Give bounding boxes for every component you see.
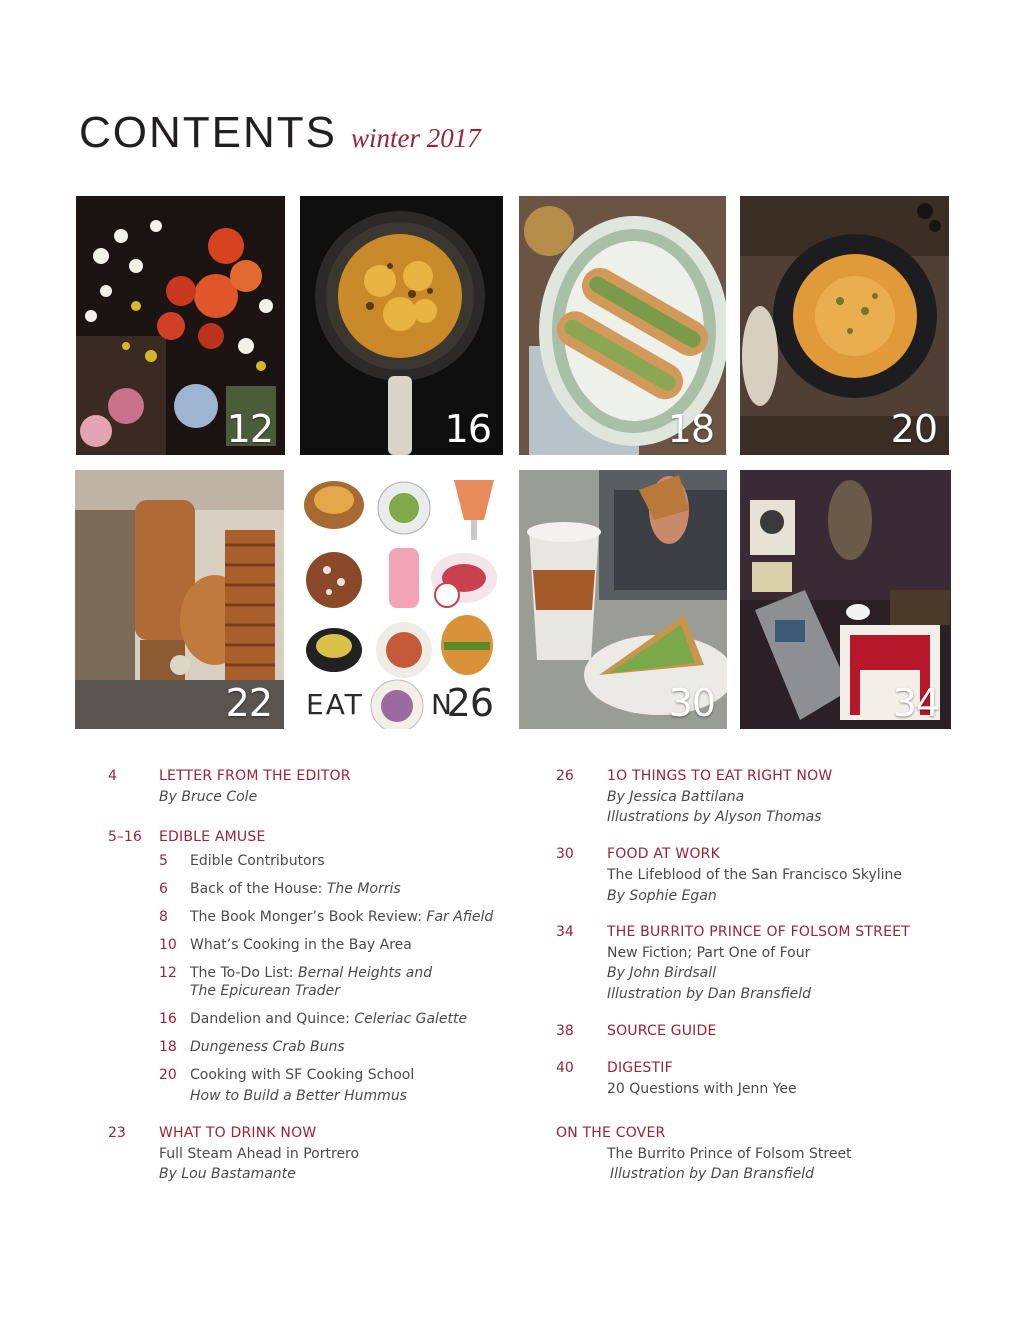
page-number: 22 <box>225 681 272 725</box>
amuse-item[interactable] <box>190 853 325 869</box>
amuse-item[interactable] <box>190 965 432 981</box>
burrito-subtitle: New Fiction; Part One of Four <box>607 945 811 961</box>
digestif-page-number: 40 <box>556 1060 574 1076</box>
drink-subtitle: Full Steam Ahead in Portrero <box>159 1146 360 1162</box>
amuse-item[interactable]: Cooking with SF Cooking School <box>190 1067 415 1083</box>
amuse-item-text: The Book Monger’s Book Review: <box>190 909 427 925</box>
amuse-item-number: 10 <box>159 937 177 953</box>
letter-page-number: 4 <box>108 768 117 784</box>
tile-page-16[interactable] <box>300 196 503 455</box>
burrito-illustrator: Illustration by Dan Bransfield <box>607 986 812 1002</box>
letter-heading[interactable]: LETTER FROM THE EDITOR <box>159 768 351 784</box>
amuse-item-text: Dandelion and Quince: <box>190 1011 355 1027</box>
amuse-item-italic: Celeriac Galette <box>354 1011 468 1027</box>
amuse-item[interactable] <box>190 937 412 953</box>
page-number: 30 <box>668 681 715 725</box>
page-number: 34 <box>892 681 939 725</box>
amuse-item-number: 8 <box>159 909 168 925</box>
amuse-item-text: The To-Do List: <box>190 965 298 981</box>
amuse-item[interactable]: Dungeness Crab Buns <box>190 1039 345 1055</box>
amuse-heading[interactable]: EDIBLE AMUSE <box>159 829 266 845</box>
amuse-item-number: 20 <box>159 1067 177 1083</box>
amuse-page-range: 5–16 <box>108 829 142 845</box>
page-number: 16 <box>444 407 491 451</box>
things-byline: By Jessica Battilana <box>607 789 745 805</box>
amuse-item-number: 6 <box>159 881 168 897</box>
tile-page-20[interactable] <box>740 196 949 455</box>
tile-page-22[interactable] <box>75 470 284 729</box>
amuse-item-text: Edible Contributors <box>190 853 325 869</box>
amuse-item[interactable] <box>190 881 401 897</box>
tile-page-12[interactable] <box>76 196 285 455</box>
digestif-subtitle: 20 Questions with Jenn Yee <box>607 1081 797 1097</box>
tile-page-30[interactable] <box>519 470 727 729</box>
now-illustration-text: N <box>431 688 452 721</box>
amuse-item-italic: Bernal Heights and <box>297 965 433 981</box>
page-number: 20 <box>890 407 937 451</box>
work-page-number: 30 <box>556 846 574 862</box>
page-number: 12 <box>226 407 273 451</box>
amuse-item[interactable] <box>190 909 493 925</box>
burrito-heading[interactable]: THE BURRITO PRINCE OF FOLSOM STREET <box>607 924 910 940</box>
amuse-item-number: 12 <box>159 965 177 981</box>
amuse-item-continued: How to Build a Better Hummus <box>190 1088 407 1104</box>
work-heading[interactable]: FOOD AT WORK <box>607 846 720 862</box>
amuse-item-italic: Far Afield <box>426 909 494 925</box>
drink-byline: By Lou Bastamante <box>159 1166 296 1182</box>
amuse-item[interactable] <box>190 1011 467 1027</box>
tile-page-26[interactable] <box>299 470 505 729</box>
letter-byline: By Bruce Cole <box>159 789 258 805</box>
amuse-item-text: Back of the House: <box>190 881 327 897</box>
work-byline: By Sophie Egan <box>607 888 717 904</box>
tile-page-34[interactable] <box>740 470 951 729</box>
amuse-item-number: 16 <box>159 1011 177 1027</box>
tile-page-18[interactable] <box>519 196 726 455</box>
things-page-number: 26 <box>556 768 574 784</box>
burrito-byline: By John Birdsall <box>607 965 717 981</box>
cover-subtitle: The Burrito Prince of Folsom Street <box>607 1146 852 1162</box>
cover-heading[interactable]: ON THE COVER <box>556 1125 666 1141</box>
issue-subtitle: winter 2017 <box>351 123 481 153</box>
page-number: 26 <box>446 681 493 725</box>
source-heading[interactable]: SOURCE GUIDE <box>607 1023 717 1039</box>
amuse-item-continued: The Epicurean Trader <box>190 983 341 999</box>
burrito-page-number: 34 <box>556 924 574 940</box>
work-subtitle: The Lifeblood of the San Francisco Skyline <box>607 867 903 883</box>
amuse-item-italic: The Morris <box>326 881 401 897</box>
eat-illustration-text: EAT <box>306 688 364 721</box>
drink-page-number: 23 <box>108 1125 126 1141</box>
amuse-item-number: 18 <box>159 1039 177 1055</box>
drink-heading[interactable]: WHAT TO DRINK NOW <box>159 1125 317 1141</box>
amuse-item-text: What’s Cooking in the Bay Area <box>190 937 412 953</box>
page-title <box>79 108 481 158</box>
digestif-heading[interactable]: DIGESTIF <box>607 1060 673 1076</box>
things-illustrator: Illustrations by Alyson Thomas <box>607 809 822 825</box>
source-page-number: 38 <box>556 1023 574 1039</box>
things-heading[interactable]: 1O THINGS TO EAT RIGHT NOW <box>607 768 833 784</box>
cover-illustrator: Illustration by Dan Bransfield <box>610 1166 815 1182</box>
page-number: 18 <box>667 407 714 451</box>
amuse-item-number: 5 <box>159 853 168 869</box>
contents-title: CONTENTS <box>79 108 337 157</box>
